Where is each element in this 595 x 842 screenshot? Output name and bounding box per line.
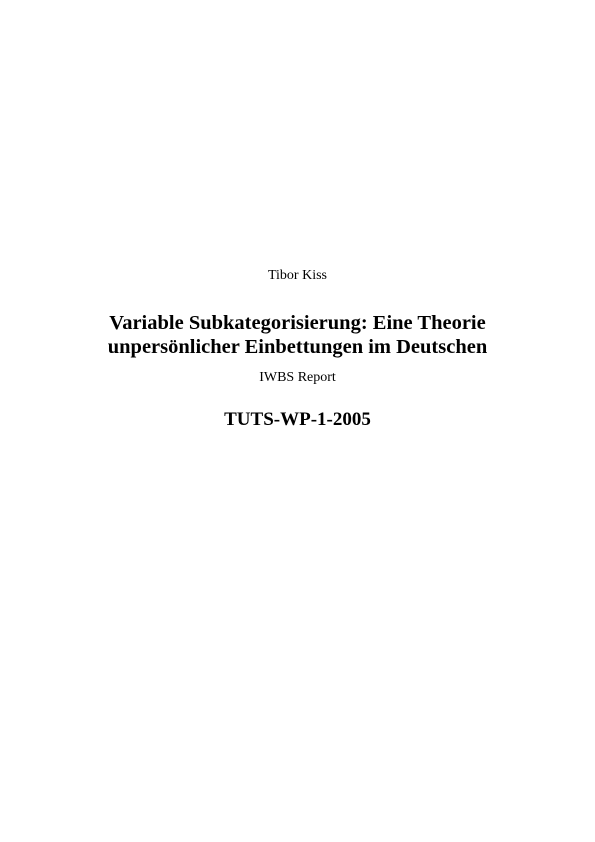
document-title	[0, 311, 595, 359]
report-label: IWBS Report	[259, 370, 336, 385]
document-title-line-2: unpersönlicher Einbettungen im Deutschen	[107, 336, 488, 358]
report-number: TUTS-WP-1-2005	[224, 409, 371, 430]
author-name: Tibor Kiss	[267, 268, 327, 283]
document-title-line-1: Variable Subkategorisierung: Eine Theorie	[109, 312, 486, 334]
